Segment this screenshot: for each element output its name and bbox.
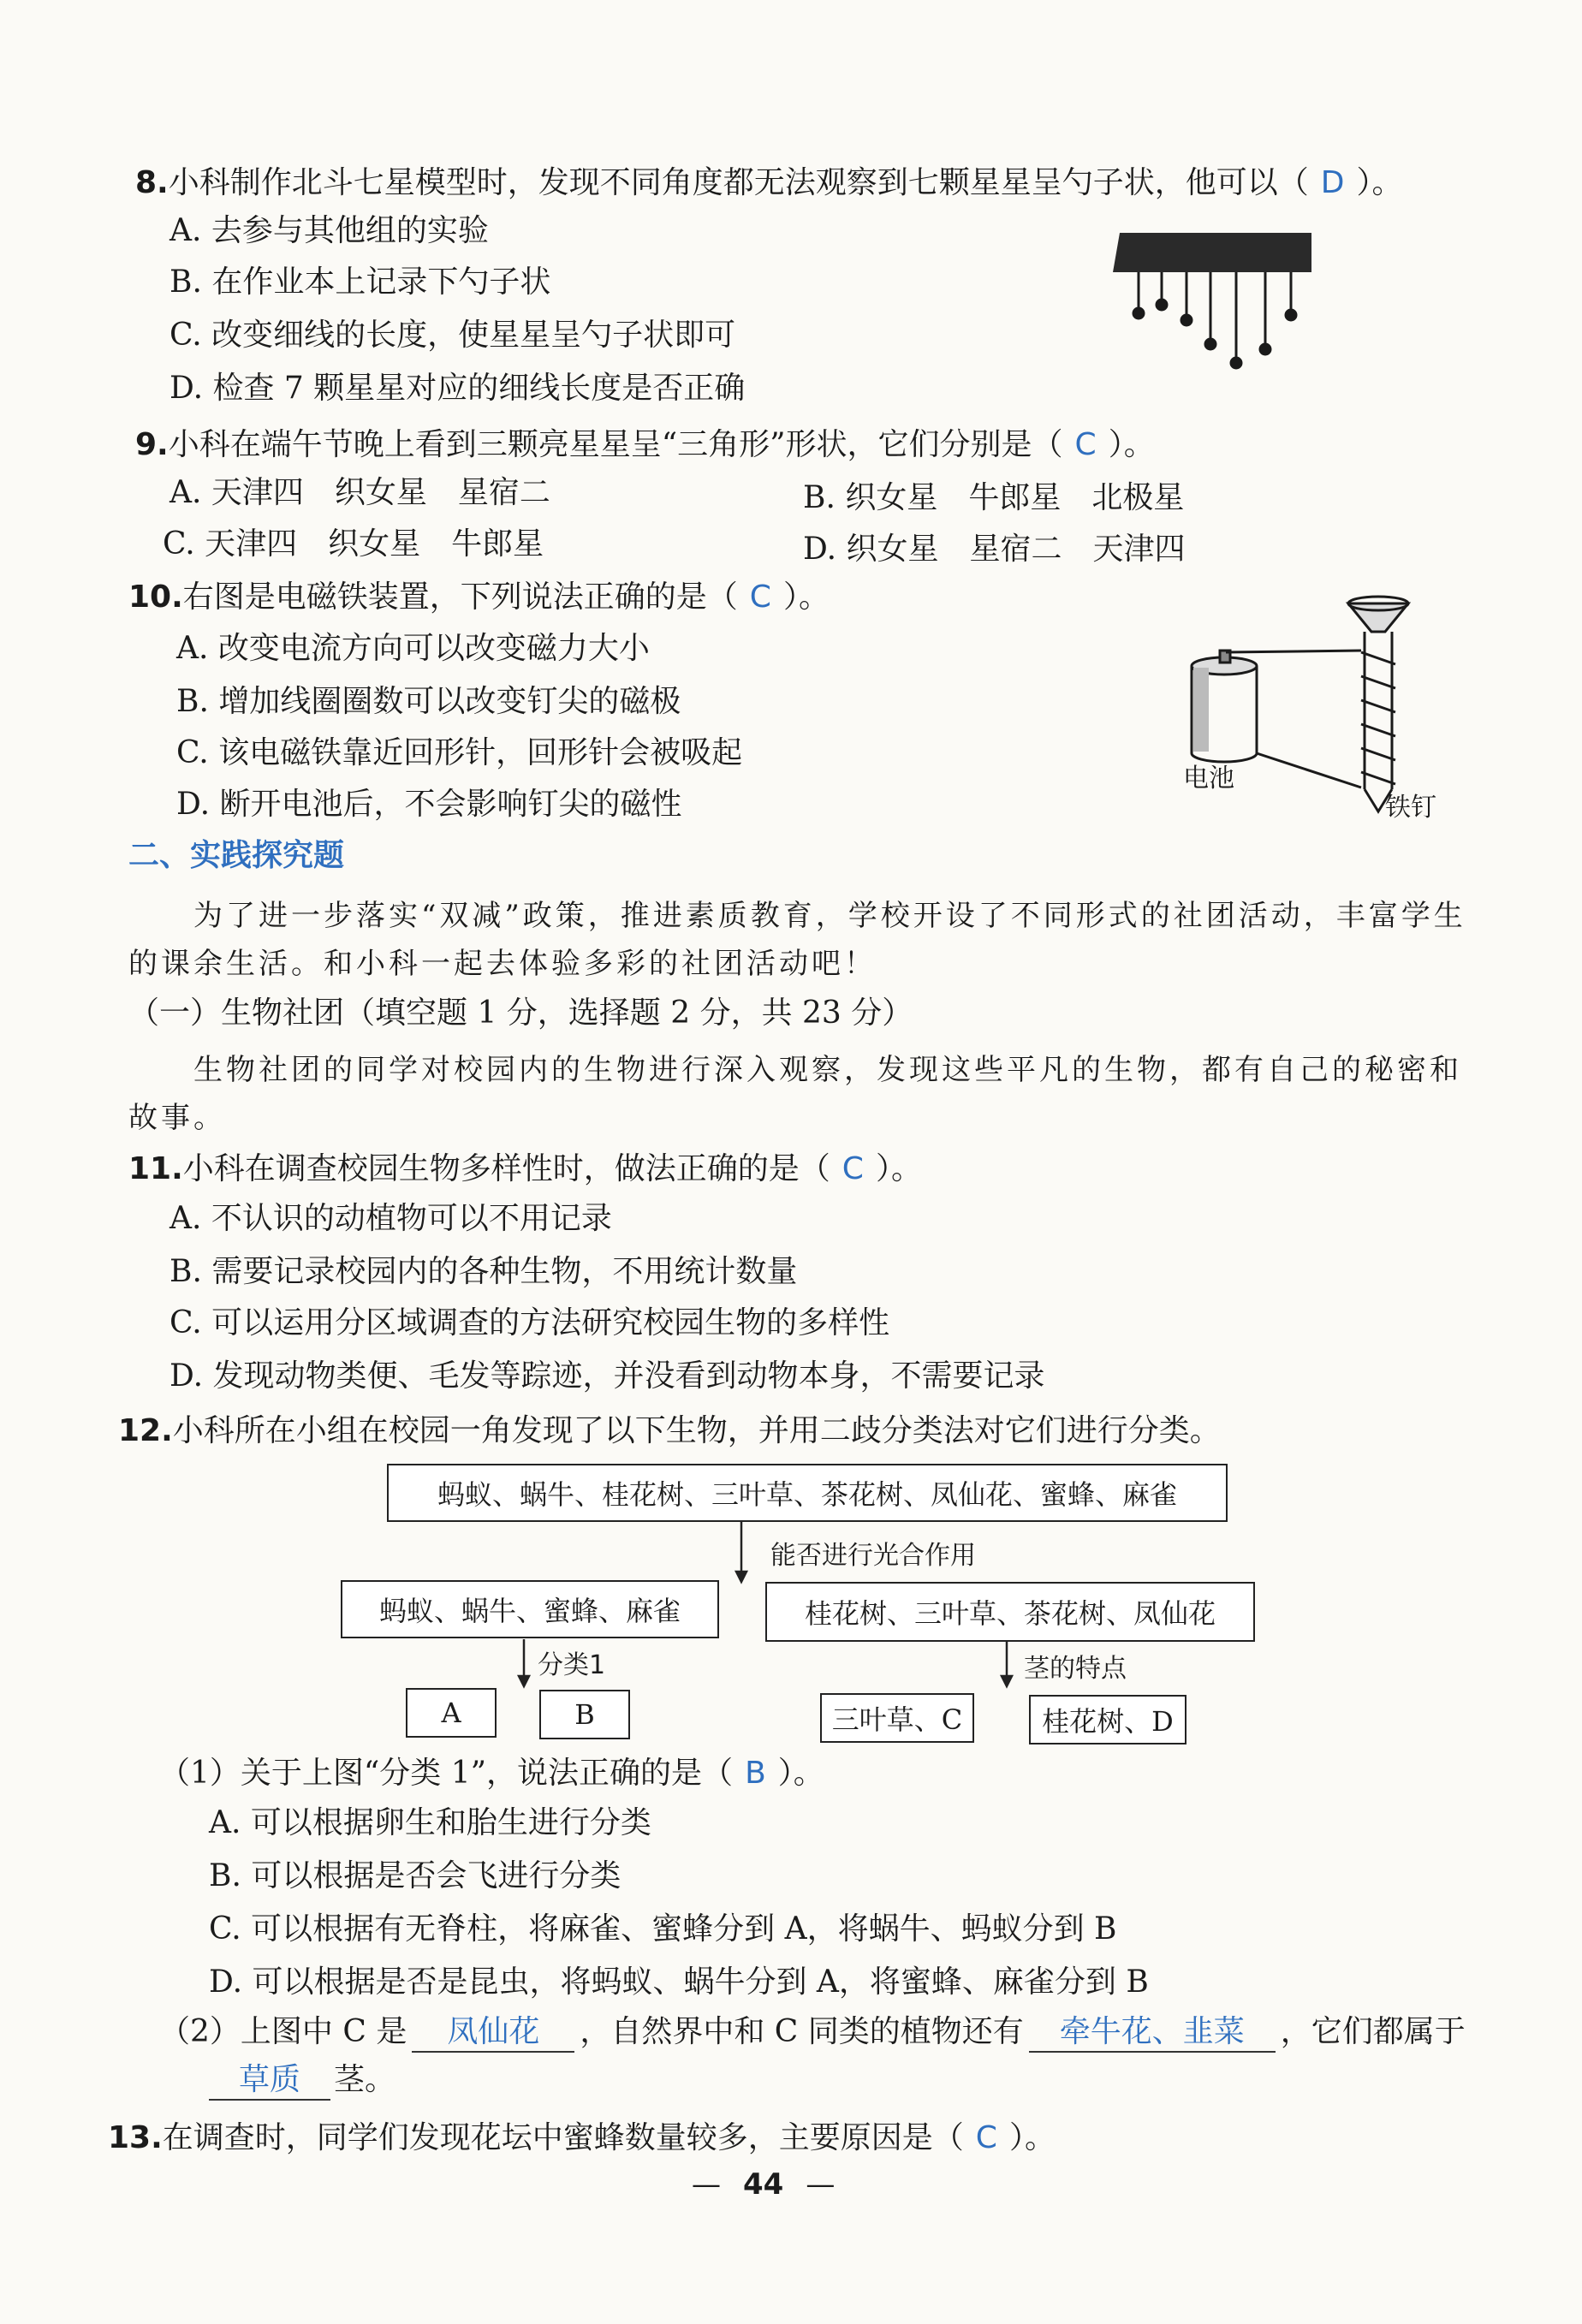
q12-sub1-option-b: B. 可以根据是否会飞进行分类 — [209, 1858, 622, 1893]
diagram-top-box: 蚂蚁、蜗牛、桂花树、三叶草、茶花树、凤仙花、蜜蜂、麻雀 — [387, 1464, 1228, 1522]
q8-option-c: C. 改变细线的长度，使星星呈勺子状即可 — [170, 318, 736, 353]
q12-blank-stem-type: 草质 — [209, 2061, 330, 2101]
q13-answer: C — [975, 2120, 997, 2155]
q9-option-a: A. 天津四 织女星 星宿二 — [170, 475, 550, 510]
q8-stem: 8.小科制作北斗七星模型时，发现不同角度都无法观察到七颗星星呈勺子状，他可以（ D ）。 — [135, 165, 1403, 200]
diagram-leaf-c: 三叶草、C — [820, 1693, 974, 1743]
section-intro-line2: 的课余生活。和小科一起去体验多彩的社团活动吧！ — [128, 947, 877, 981]
battery-label: 电池 — [1183, 764, 1234, 793]
q10-number: 10. — [128, 580, 183, 615]
diagram-leaf-b: B — [539, 1690, 630, 1739]
diagram-leaf-a: A — [406, 1688, 497, 1738]
q12-sub1-answer: B — [745, 1756, 766, 1791]
iron-nail-label: 铁钉 — [1385, 793, 1436, 823]
q10-option-a: A. 改变电流方向可以改变磁力大小 — [176, 631, 650, 666]
q10-option-b: B. 增加线圈圈数可以改变钉尖的磁极 — [176, 684, 681, 719]
q12-sub1-option-a: A. 可以根据卵生和胎生进行分类 — [209, 1805, 651, 1840]
q11-number: 11. — [128, 1151, 183, 1186]
q9-answer: C — [1074, 427, 1097, 462]
q12-stem: 12.小科所在小组在校园一角发现了以下生物，并用二歧分类法对它们进行分类。 — [118, 1413, 1221, 1448]
diagram-animals-box: 蚂蚁、蜗牛、蜜蜂、麻雀 — [341, 1580, 719, 1638]
club-title: （一）生物社团（填空题 1 分，选择题 2 分，共 23 分） — [128, 996, 913, 1031]
q12-sub1-option-c: C. 可以根据有无脊柱，将麻雀、蜜蜂分到 A，将蜗牛、蚂蚁分到 B — [209, 1911, 1117, 1947]
q9-stem: 9.小科在端午节晚上看到三颗亮星星呈“三角形”形状，它们分别是（ C ）。 — [135, 427, 1155, 462]
q8-option-b: B. 在作业本上记录下勺子状 — [170, 264, 551, 300]
q8-option-d: D. 检查 7 颗星星对应的细线长度是否正确 — [170, 371, 746, 406]
q8-answer: D — [1320, 165, 1345, 200]
q9-option-c: C. 天津四 织女星 牛郎星 — [163, 526, 544, 562]
criterion-photosynthesis: 能否进行光合作用 — [770, 1541, 976, 1571]
page-number: 44 — [743, 2167, 784, 2202]
q8-number: 8. — [135, 165, 169, 200]
club-description-line2: 故事。 — [128, 1101, 226, 1135]
diagram-leaf-d: 桂花树、D — [1029, 1695, 1186, 1744]
q9-option-b: B. 织女星 牛郎星 北极星 — [803, 480, 1185, 515]
page-footer: — 44 — — [692, 2167, 836, 2202]
q12-blank-c-plant: 凤仙花 — [412, 2013, 574, 2053]
q8-option-a: A. 去参与其他组的实验 — [170, 213, 489, 248]
q9-number: 9. — [135, 427, 169, 462]
criterion-stem-feature: 茎的特点 — [1024, 1654, 1127, 1684]
q11-answer: C — [842, 1151, 864, 1186]
q10-option-d: D. 断开电池后，不会影响钉尖的磁性 — [176, 787, 682, 822]
q9-option-d: D. 织女星 星宿二 天津四 — [803, 532, 1186, 567]
q10-option-c: C. 该电磁铁靠近回形针，回形针会被吸起 — [176, 735, 743, 770]
q12-sub2-line2: 草质 茎。 — [209, 2061, 396, 2101]
q12-sub1-option-d: D. 可以根据是否是昆虫，将蚂蚁、蜗牛分到 A，将蜜蜂、麻雀分到 B — [209, 1964, 1149, 2000]
diagram-plants-box: 桂花树、三叶草、茶花树、凤仙花 — [765, 1582, 1255, 1642]
club-description-line1: 生物社团的同学对校园内的生物进行深入观察，发现这些平凡的生物，都有自己的秘密和 — [193, 1053, 1462, 1087]
q11-option-a: A. 不认识的动植物可以不用记录 — [170, 1201, 612, 1236]
q13-number: 13. — [108, 2120, 163, 2155]
q12-sub2-line1: （2）上图中 C 是 凤仙花 ，自然界中和 C 同类的植物还有 牵牛花、韭菜 ，它们都属于 — [159, 2013, 1466, 2053]
q11-option-c: C. 可以运用分区域调查的方法研究校园生物的多样性 — [170, 1305, 890, 1340]
q11-stem: 11.小科在调查校园生物多样性时，做法正确的是（ C ）。 — [128, 1151, 922, 1186]
q11-option-b: B. 需要记录校园内的各种生物，不用统计数量 — [170, 1254, 798, 1289]
q12-sub1-stem: （1）关于上图“分类 1”，说法正确的是（ B ）。 — [159, 1756, 824, 1791]
q13-stem: 13.在调查时，同学们发现花坛中蜜蜂数量较多，主要原因是（ C ）。 — [108, 2120, 1056, 2155]
section-title: 二、实践探究题 — [128, 838, 345, 873]
q10-answer: C — [749, 580, 771, 615]
q11-option-d: D. 发现动物类便、毛发等踪迹，并没看到动物本身，不需要记录 — [170, 1358, 1045, 1394]
criterion-classification1: 分类1 — [538, 1650, 606, 1680]
section-intro-line1: 为了进一步落实“双减”政策，推进素质教育，学校开设了不同形式的社团活动，丰富学生 — [193, 899, 1466, 933]
q12-number: 12. — [118, 1413, 173, 1448]
q12-blank-similar-plants: 牵牛花、韭菜 — [1029, 2013, 1276, 2053]
q10-stem: 10.右图是电磁铁装置，下列说法正确的是（ C ）。 — [128, 580, 830, 615]
